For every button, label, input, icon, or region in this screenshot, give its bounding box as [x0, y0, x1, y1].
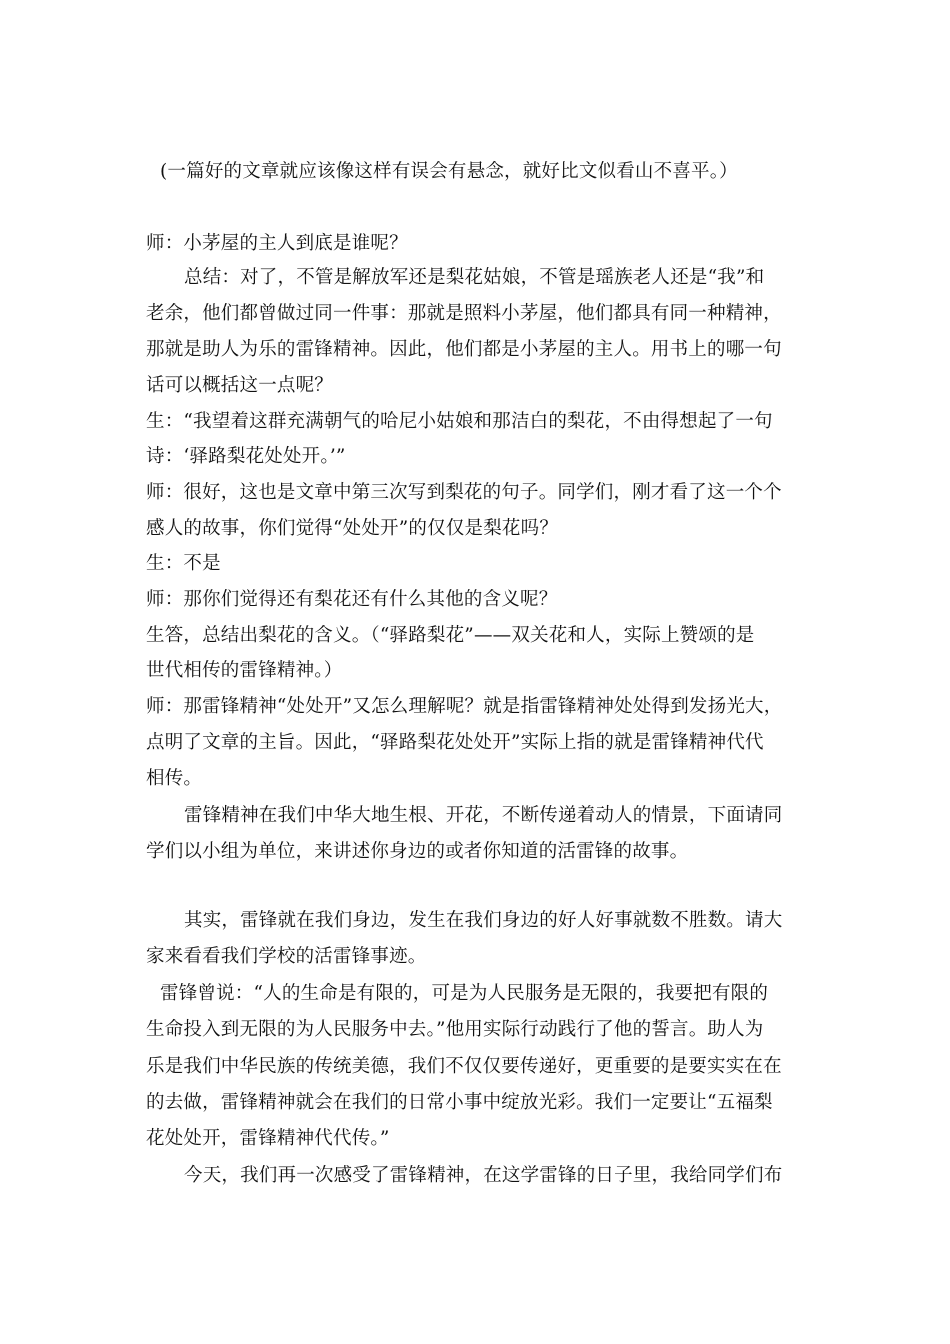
text-line: 乐是我们中华民族的传统美德，我们不仅仅要传递好，更重要的是要实实在在 [146, 1056, 782, 1077]
text-line: 老余，他们都曾做过同一件事：那就是照料小茅屋，他们都具有同一种精神， [146, 303, 782, 324]
text-line: 生命投入到无限的为人民服务中去。”他用实际行动践行了他的誓言。助人为 [146, 1019, 764, 1040]
text-line: 师：小茅屋的主人到底是谁呢？ [146, 233, 408, 254]
text-line: 点明了文章的主旨。因此，“驿路梨花处处开”实际上指的就是雷锋精神代代 [146, 732, 764, 753]
text-line: 雷锋精神在我们中华大地生根、开花，不断传递着动人的情景，下面请同 [184, 805, 783, 826]
text-line: 学们以小组为单位，来讲述你身边的或者你知道的活雷锋的故事。 [146, 841, 689, 862]
text-line: 诗：‘驿路梨花处处开。’” [146, 446, 346, 467]
text-line: 家来看看我们学校的活雷锋事迹。 [146, 946, 427, 967]
text-line: 师：很好，这也是文章中第三次写到梨花的句子。同学们，刚才看了这一个个 [146, 482, 782, 503]
text-line: 师：那你们觉得还有梨花还有什么其他的含义呢？ [146, 589, 558, 610]
text-line: 感人的故事，你们觉得“处处开”的仅仅是梨花吗？ [146, 518, 559, 539]
text-line: 话可以概括这一点呢？ [146, 375, 334, 396]
text-line: 相传。 [146, 768, 203, 789]
text-line: 雷锋曾说：“人的生命是有限的，可是为人民服务是无限的，我要把有限的 [160, 983, 769, 1004]
text-line: 生：“我望着这群充满朝气的哈尼小姑娘和那洁白的梨花，不由得想起了一句 [146, 411, 773, 432]
text-line: 生答，总结出梨花的含义。（“驿路梨花”——双关花和人，实际上赞颂的是 [146, 625, 755, 646]
text-line: 那就是助人为乐的雷锋精神。因此，他们都是小茅屋的主人。用书上的哪一句 [146, 339, 782, 360]
text-line: 总结：对了，不管是解放军还是梨花姑娘，不管是瑶族老人还是“我”和 [184, 267, 765, 288]
text-line: 花处处开，雷锋精神代代传。” [146, 1128, 390, 1149]
text-line: 世代相传的雷锋精神。） [146, 660, 343, 681]
text-line: 今天，我们再一次感受了雷锋精神，在这学雷锋的日子里，我给同学们布 [184, 1165, 783, 1186]
text-line: 的去做，雷锋精神就会在我们的日常小事中绽放光彩。我们一定要让“五福梨 [146, 1092, 773, 1113]
text-line: 师：那雷锋精神“处处开”又怎么理解呢？就是指雷锋精神处处得到发扬光大， [146, 696, 783, 717]
text-line: (一篇好的文章就应该像这样有误会有悬念，就好比文似看山不喜平。） [160, 161, 738, 182]
text-line: 其实，雷锋就在我们身边，发生在我们身边的好人好事就数不胜数。请大 [184, 910, 783, 931]
text-line: 生：不是 [146, 553, 221, 574]
